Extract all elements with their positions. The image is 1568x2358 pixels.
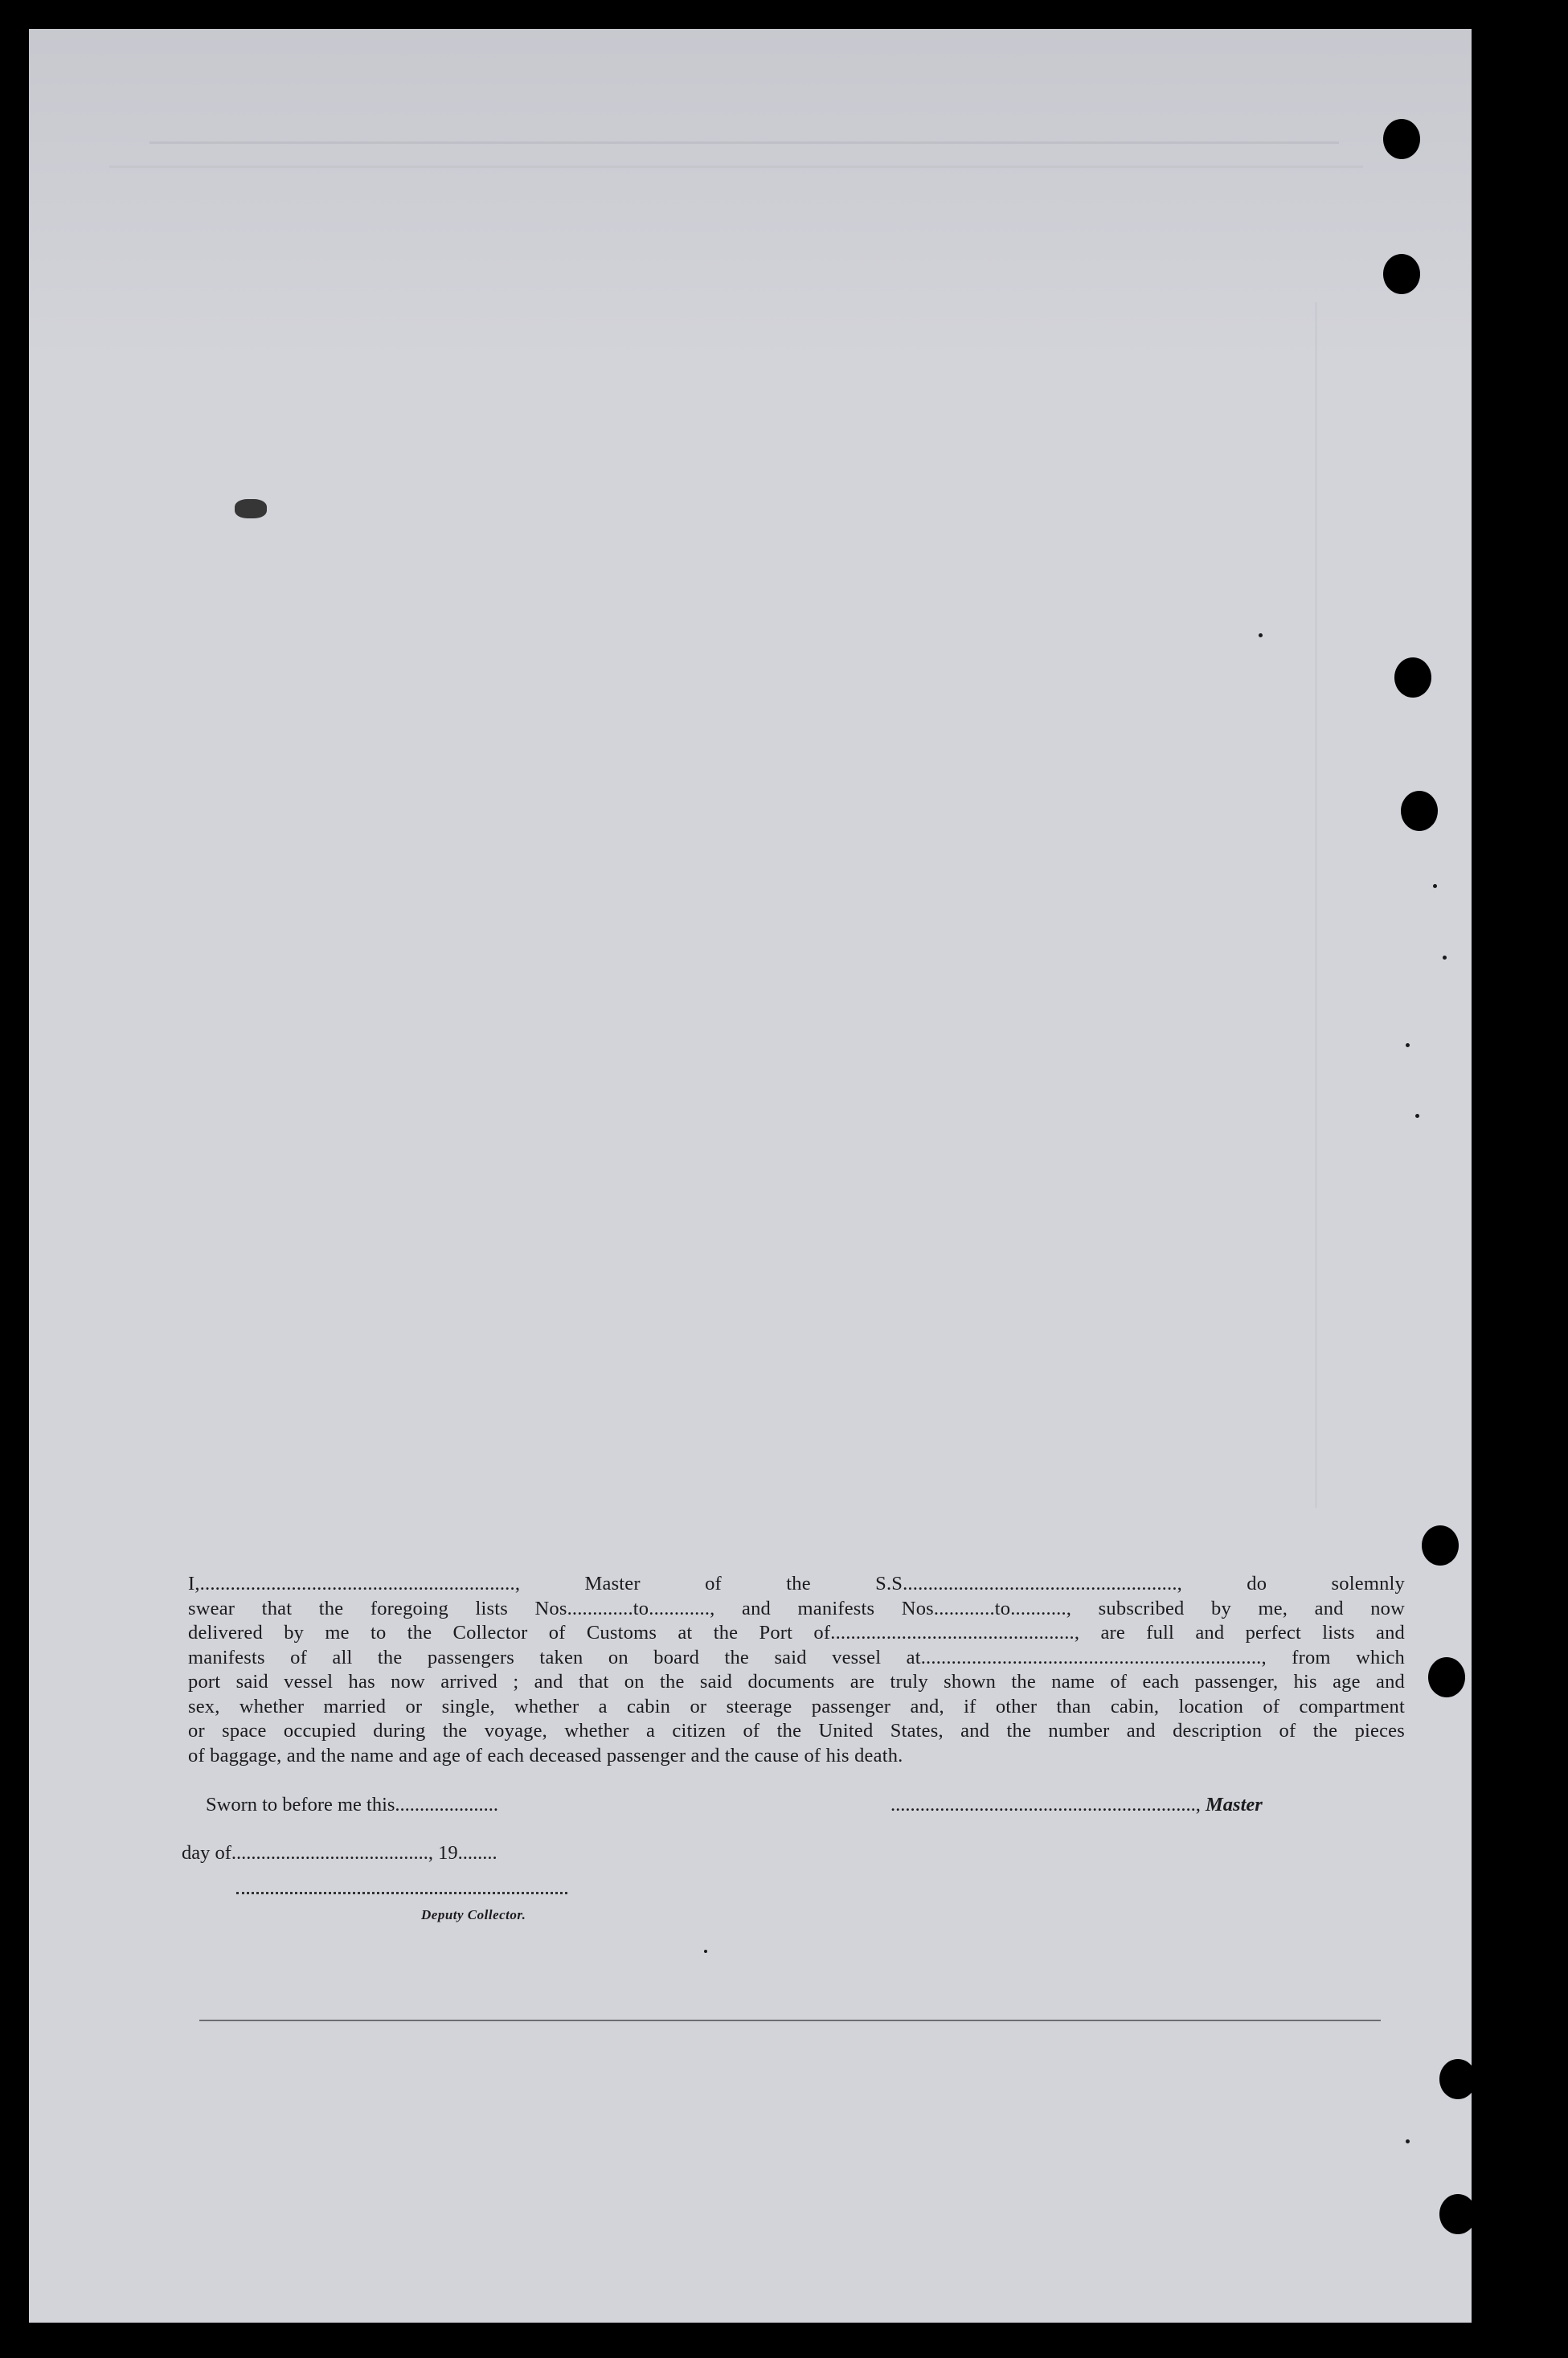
day-text: day of........................................, 19........ xyxy=(182,1842,497,1864)
oath-line: delivered by me to the Collector of Customs at the Port of................................................, are full and perfect lists and xyxy=(188,1622,1405,1644)
punch-hole xyxy=(1439,2194,1472,2234)
bleed-through-line xyxy=(1315,302,1317,1508)
deputy-signature-dots xyxy=(236,1892,567,1894)
oath-line: swear that the foregoing lists Nos.............to............, and manifests Nos............to..........., subscribed by me, and now xyxy=(188,1597,1405,1619)
ink-speck xyxy=(704,1950,707,1953)
sworn-before-line xyxy=(206,1794,498,1816)
day-line xyxy=(182,1842,497,1865)
oath-line: sex, whether married or single, whether a cabin or steerage passenger and, if other than cabin, location of compartment xyxy=(188,1695,1405,1717)
punch-hole xyxy=(1383,254,1420,294)
punch-hole xyxy=(1422,1525,1459,1566)
ink-speck xyxy=(1259,633,1263,637)
master-signature-line xyxy=(890,1794,1263,1816)
punch-hole xyxy=(1439,2059,1472,2099)
bleed-through-header xyxy=(29,29,1472,366)
manifest-page xyxy=(29,29,1472,2323)
punch-hole xyxy=(1401,791,1438,831)
bleed-through-line xyxy=(149,141,1339,144)
ink-speck xyxy=(1406,1043,1410,1047)
ink-speck xyxy=(1415,1114,1419,1118)
master-dots: .............................................................., xyxy=(890,1794,1201,1816)
oath-line: or space occupied during the voyage, whether a citizen of the United States, and the number and description of the pieces xyxy=(188,1720,1405,1742)
oath-line: of baggage, and the name and age of each deceased passenger and the cause of his death. xyxy=(188,1744,903,1766)
punch-hole xyxy=(1383,119,1420,159)
ink-speck xyxy=(1443,956,1447,960)
oath-line: I,.............................................................., Master of the S.S......................................................, do solemnly xyxy=(188,1573,1405,1595)
oath-line: manifests of all the passengers taken on board the said vessel at..................................................................., from which xyxy=(188,1646,1405,1668)
sworn-text: Sworn to before me this..................... xyxy=(206,1794,499,1816)
oath-line: port said vessel has now arrived ; and that on the said documents are truly shown the name of each passenger, his age and xyxy=(188,1671,1405,1693)
ink-speck xyxy=(1406,2139,1410,2143)
ink-speck xyxy=(1433,884,1437,888)
bleed-through-line xyxy=(109,166,1363,168)
ink-speck xyxy=(235,499,267,518)
master-label: Master xyxy=(1206,1794,1263,1816)
horizontal-rule xyxy=(199,2020,1381,2021)
deputy-collector-label: Deputy Collector. xyxy=(421,1907,526,1922)
master-oath-paragraph xyxy=(188,1572,1405,1768)
punch-hole xyxy=(1394,657,1431,698)
punch-hole xyxy=(1428,1657,1465,1697)
